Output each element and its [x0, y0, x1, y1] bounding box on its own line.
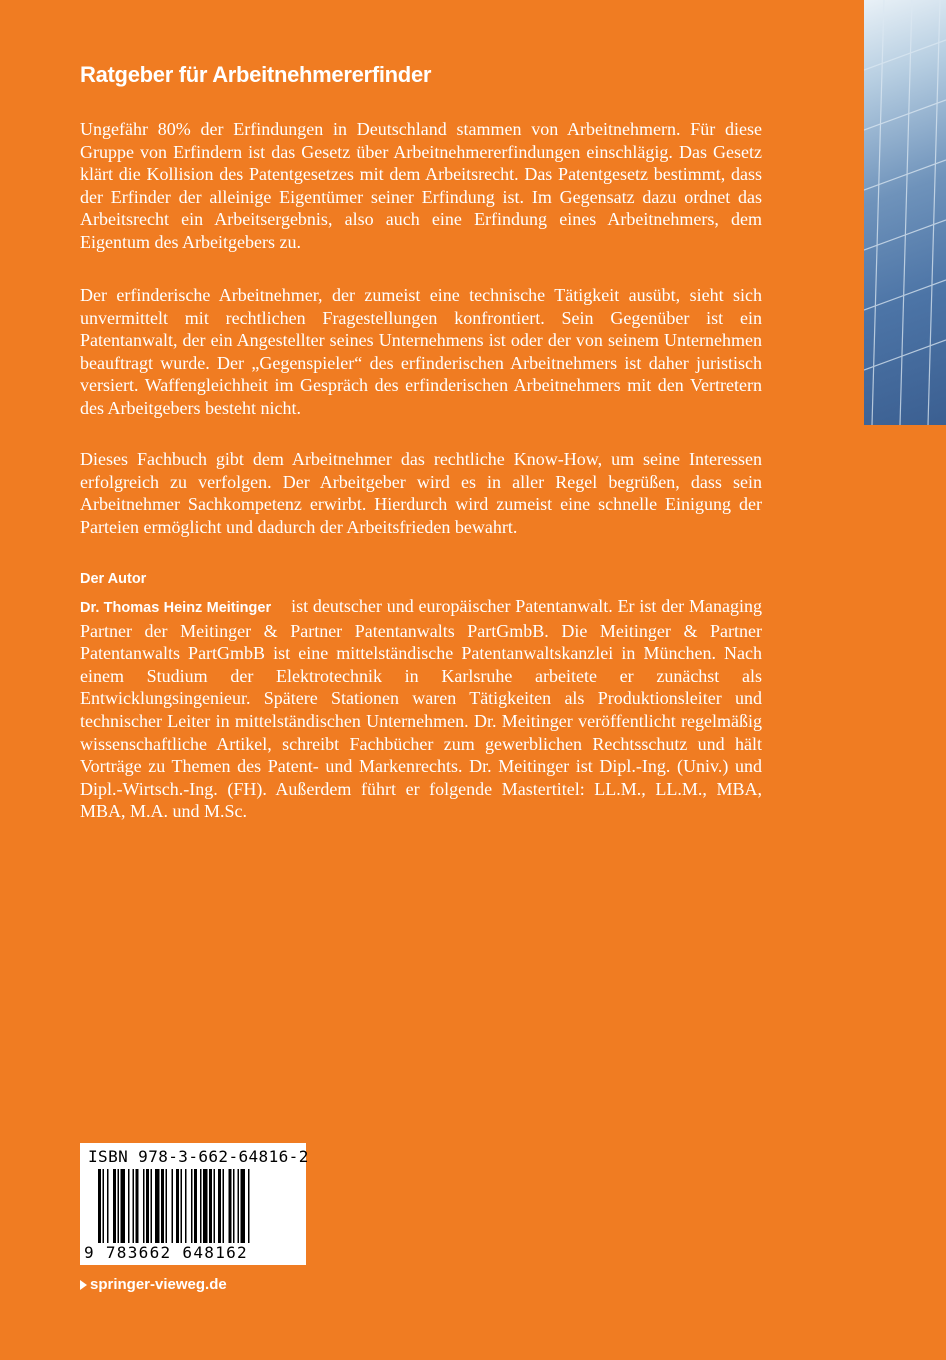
- description-paragraph-1: Ungefähr 80% der Erfindungen in Deutschland stammen von Arbeitnehmern. Für diese Gruppe von Erfindern ist das Gesetz über Arbeitnehmererfindungen einschlägig. Das Gesetz klärt die Kollision des Patentgesetzes mit dem Arbeitsrecht. Das Patentgesetz bestimmt, dass der Erfinder der alleinige Eigentümer seiner Erfindung ist. Im Gegensatz dazu ordnet das Arbeitsrecht ein Arbeitsergebnis, also auch eine Erfindung eines Arbeitnehmers, dem Eigentum des Arbeitgebers zu.: [80, 119, 762, 252]
- book-title: Ratgeber für Arbeitnehmererfinder: [80, 62, 432, 87]
- barcode-bars: [98, 1169, 288, 1243]
- description-paragraph-3: Dieses Fachbuch gibt dem Arbeitnehmer das rechtliche Know-How, um seine Interessen erfolgreich zu verfolgen. Der Arbeitgeber wird es in aller Regel begrüßen, dass sein Arbeitnehmer Sachkompetenz erwirbt. Hierdurch wird zumeist eine schnelle Einigung der Parteien ermöglicht und dadurch der Arbeitsfrieden bewahrt.: [80, 449, 762, 537]
- author-bio: [80, 595, 762, 823]
- barcode-digits: 9 783662 648162: [84, 1243, 248, 1262]
- author-name: Dr. Thomas Heinz Meitinger: [80, 600, 272, 616]
- cover-image-solar-panels: [864, 0, 946, 425]
- arrow-right-icon: [80, 1280, 87, 1290]
- author-bio-text: ist deutscher und europäischer Patentanwalt. Er ist der Managing Partner der Meitinger & Partner Patentanwalts PartGmbB. Die Meitinger & Partner Patentanwalts PartGmbB ist eine mittelständische Patentanwaltskanzlei in München. Nach einem Studium der Elektrotechnik in Karlsruhe arbeitete er zunächst als Entwicklungsingenieur. Spätere Stationen waren Tätigkeiten als Produktionsleiter und technischer Leiter in mittelständischen Unternehmen. Dr. Meitinger veröffentlicht regelmäßig wissenschaftliche Artikel, schreibt Fachbücher zum gewerblichen Rechtsschutz und hält Vorträge zu Themen des Patent- und Markenrechts. Dr. Meitinger ist Dipl.-Ing. (Univ.) und Dipl.-Wirtsch.-Ing. (FH). Außerdem führt er folgende Mastertitel: LL.M., LL.M., MBA, MBA, M.A. und M.Sc.: [80, 596, 762, 822]
- solar-panel-grid: [864, 0, 946, 425]
- website-text: springer-vieweg.de: [90, 1276, 227, 1293]
- publisher-website-link[interactable]: [80, 1276, 227, 1293]
- isbn-label: ISBN 978-3-662-64816-2: [88, 1147, 309, 1166]
- isbn-barcode: [80, 1143, 309, 1265]
- author-heading: Der Autor: [80, 571, 147, 587]
- description-paragraph-2: Der erfinderische Arbeitnehmer, der zumeist eine technische Tätigkeit ausübt, sieht sich unvermittelt mit rechtlichen Fragestellungen konfrontiert. Sein Gegenüber ist ein Patentanwalt, der ein Angestellter seines Unternehmens ist oder der von seinem Unternehmen beauftragt wurde. Der „Gegenspieler“ des erfinderischen Arbeitnehmers ist daher juristisch versiert. Waffengleichheit im Gespräch des erfinderischen Arbeitnehmers mit den Vertretern des Arbeitgebers besteht nicht.: [80, 285, 762, 418]
